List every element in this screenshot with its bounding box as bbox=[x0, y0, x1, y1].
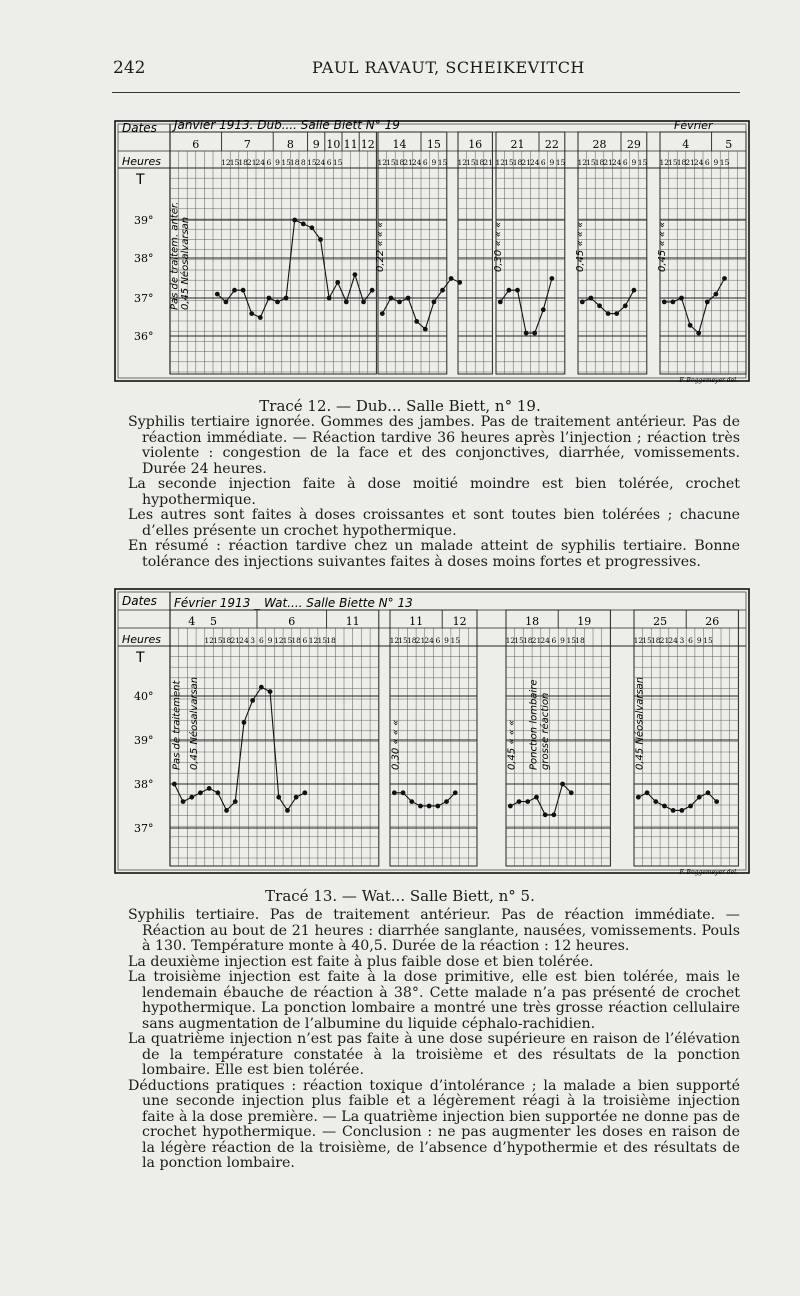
commentary-12 bbox=[128, 415, 740, 570]
hour-label: 6 bbox=[435, 636, 441, 645]
temperature-point bbox=[189, 795, 194, 800]
temperature-point bbox=[335, 280, 340, 285]
hour-label: 18 bbox=[575, 636, 585, 645]
temperature-point bbox=[671, 808, 676, 813]
hour-label: 12 bbox=[505, 636, 516, 645]
day-label: 26 bbox=[705, 615, 720, 628]
temperature-point bbox=[318, 237, 323, 242]
injection-note: 0,45 « « « bbox=[657, 221, 669, 272]
hour-label: 24 bbox=[693, 158, 704, 167]
temperature-point bbox=[250, 698, 255, 703]
hour-label: 21 bbox=[531, 636, 542, 645]
hour-label: 18 bbox=[394, 158, 405, 167]
hour-label: 15 bbox=[450, 636, 461, 645]
day-label: 11 bbox=[409, 615, 424, 628]
paragraph: La quatrième injection n’est pas faite à une dose supérieure en raison de l’élévation de la température constatée à la troisième et des résultats de la ponction lombaire. Elle est bien tolérée. bbox=[128, 1031, 740, 1078]
temperature-point bbox=[224, 808, 229, 813]
temp-axis-label: 40° bbox=[134, 690, 154, 703]
temperature-point bbox=[679, 808, 684, 813]
temperature-point bbox=[614, 311, 619, 316]
hour-label: 21 bbox=[246, 158, 257, 167]
temperature-point bbox=[406, 296, 411, 301]
hour-label: 15 bbox=[437, 158, 448, 167]
hour-label: 15 bbox=[466, 158, 476, 167]
temperature-point bbox=[706, 790, 711, 795]
hour-label: 24 bbox=[540, 636, 550, 645]
month-label: Février bbox=[674, 120, 713, 132]
hour-label: 21 bbox=[521, 158, 531, 167]
temperature-point bbox=[401, 790, 406, 795]
temperature-point bbox=[302, 790, 307, 795]
temperature-point bbox=[294, 795, 299, 800]
hour-label: 12 bbox=[457, 158, 468, 167]
temperature-point bbox=[508, 804, 513, 809]
temperature-point bbox=[632, 288, 637, 293]
hour-label: 15 bbox=[504, 158, 514, 167]
hour-label: 15 bbox=[637, 158, 648, 167]
temp-axis-label: 38° bbox=[134, 778, 154, 791]
hour-label: 21 bbox=[685, 158, 695, 167]
day-label: 22 bbox=[544, 138, 559, 151]
temperature-point bbox=[435, 804, 440, 809]
temperature-point bbox=[697, 795, 702, 800]
hour-label: 21 bbox=[659, 636, 670, 645]
hour-label: 12 bbox=[377, 158, 388, 167]
injection-note: 0,45 « « « bbox=[506, 719, 518, 770]
hour-label: 6 bbox=[551, 636, 557, 645]
injection-note: 0,45 Néosalvarsan bbox=[180, 216, 192, 310]
day-label: 11 bbox=[343, 138, 358, 151]
dates-label: Dates bbox=[122, 594, 157, 608]
t-label: T bbox=[136, 172, 145, 188]
injection-note: Pas de traitem. antér. bbox=[169, 201, 181, 310]
hour-label: 3 bbox=[250, 636, 256, 645]
temperature-point bbox=[392, 790, 397, 795]
temperature-point bbox=[688, 804, 693, 809]
temperature-point bbox=[284, 296, 289, 301]
hour-label: 24 bbox=[611, 158, 622, 167]
day-label: 5 bbox=[725, 138, 733, 151]
temperature-point bbox=[696, 331, 701, 336]
temperature-point bbox=[232, 288, 237, 293]
temperature-point bbox=[671, 300, 676, 305]
hour-label: 15 bbox=[229, 158, 240, 167]
temperature-point bbox=[344, 300, 349, 305]
hour-label: 24 bbox=[239, 636, 249, 645]
hour-label: 6 bbox=[688, 636, 693, 645]
temp-axis-label: 36° bbox=[134, 330, 154, 343]
paragraph: Syphilis tertiaire. Pas de traitement antérieur. Pas de réaction immédiate. — Réaction au bout de 21 heures : diarrhée sanglante, nausées, vomissements. Pouls à 130. Température monte à 40,5. Durée de la réaction : 12 heures. bbox=[128, 907, 740, 954]
temperature-point bbox=[370, 288, 375, 293]
temperature-point bbox=[688, 323, 693, 328]
temperature-point bbox=[444, 799, 449, 804]
engraver-signature: F. Boggemeyer del. bbox=[679, 869, 738, 876]
temp-axis-label: 39° bbox=[134, 214, 154, 227]
hour-label: 15 bbox=[668, 158, 678, 167]
day-label: 7 bbox=[243, 138, 251, 151]
injection-note: 0,45 Néosalvarsan bbox=[188, 676, 200, 770]
hour-label: 6 bbox=[422, 158, 428, 167]
temp-axis-label: 37° bbox=[134, 292, 154, 305]
temperature-point bbox=[714, 799, 719, 804]
paragraph: Syphilis tertiaire ignorée. Gommes des jambes. Pas de traitement antérieur. Pas de réaction immédiate. — Réaction tardive 36 heures après l’injection ; réaction très violente : congestion de la face et des conjonctives, diarrhée, vomissements. Durée 24 heures. bbox=[128, 414, 740, 477]
hour-label: 15 bbox=[642, 636, 652, 645]
temperature-point bbox=[423, 327, 428, 332]
injection-note: 0,30 « « « bbox=[493, 221, 505, 272]
injection-note: Ponction lombaire bbox=[528, 679, 540, 770]
heures-label: Heures bbox=[122, 155, 162, 168]
hour-label: 12 bbox=[577, 158, 588, 167]
temperature-point bbox=[636, 795, 641, 800]
page-number: 242 bbox=[113, 58, 146, 78]
header-rule bbox=[112, 92, 740, 93]
paragraph: Déductions pratiques : réaction toxique d’intolérance ; la malade a bien supporté une seconde injection plus faible et a légèrement réagi à la troisième injection faite à la dose première. — La quatrième injection bien supportée ne donne pas de crochet hypothermique. — Conclusion : ne pas augmenter les doses en raison de la légère réaction de la troisième, de l’absence d’hypothermie et des résultats de la ponction lombaire. bbox=[128, 1077, 740, 1171]
temperature-point bbox=[525, 799, 530, 804]
temperature-point bbox=[534, 795, 539, 800]
temperature-point bbox=[172, 782, 177, 787]
day-label: 12 bbox=[452, 615, 467, 628]
day-label: 8 bbox=[286, 138, 294, 151]
temperature-point bbox=[440, 288, 445, 293]
hour-label: 21 bbox=[403, 158, 413, 167]
hour-label: 6 bbox=[622, 158, 628, 167]
t-label: T bbox=[136, 650, 145, 666]
day-label: 10 bbox=[326, 138, 341, 151]
paragraph: La deuxième injection est faite à plus faible dose et bien tolérée. bbox=[128, 953, 594, 970]
temperature-point bbox=[589, 296, 594, 301]
day-label: 4 bbox=[682, 138, 690, 151]
hour-label: 15 bbox=[719, 158, 730, 167]
temperature-point bbox=[207, 786, 212, 791]
hour-label: 18 bbox=[474, 158, 485, 167]
temperature-point bbox=[679, 296, 684, 301]
temperature-line bbox=[582, 290, 634, 313]
temperature-point bbox=[268, 689, 273, 694]
temperature-point bbox=[233, 799, 238, 804]
hour-label: 3 bbox=[679, 636, 685, 645]
temperature-point bbox=[498, 300, 503, 305]
hour-label: 15 bbox=[317, 636, 328, 645]
temperature-point bbox=[551, 812, 556, 817]
injection-note: grosse réaction bbox=[539, 692, 551, 770]
day-label: 28 bbox=[592, 138, 607, 151]
temperature-line bbox=[500, 279, 552, 334]
hour-label: 9 bbox=[549, 158, 555, 167]
temperature-point bbox=[550, 276, 555, 281]
hour-label: 9 bbox=[444, 636, 449, 645]
temperature-point bbox=[259, 685, 264, 690]
hour-label: 24 bbox=[424, 636, 434, 645]
hour-label: 12 bbox=[273, 636, 284, 645]
hour-label: 15 bbox=[555, 158, 566, 167]
hour-label: 15 bbox=[332, 158, 343, 167]
paragraph: La seconde injection faite à dose moitié moindre est bien tolérée, crochet hypothermique. bbox=[128, 476, 740, 508]
hour-label: 18 bbox=[594, 158, 605, 167]
temperature-point bbox=[409, 799, 414, 804]
temperature-point bbox=[389, 296, 394, 301]
day-label: 29 bbox=[626, 138, 641, 151]
temperature-point bbox=[361, 300, 366, 305]
hour-label: 24 bbox=[529, 158, 540, 167]
temperature-chart-12-svg bbox=[114, 120, 750, 386]
hour-label: 15 bbox=[307, 158, 317, 167]
temperature-point bbox=[380, 311, 385, 316]
hour-label: 12 bbox=[659, 158, 670, 167]
chart-title: Janvier 1913. Dub.... Salle Biett N° 19 bbox=[174, 120, 400, 132]
temperature-point bbox=[569, 790, 574, 795]
hour-label: 8 bbox=[300, 158, 306, 167]
day-label: 19 bbox=[577, 615, 592, 628]
hour-label: 9 bbox=[631, 158, 637, 167]
day-label: 6 bbox=[288, 615, 296, 628]
hour-label: 15 bbox=[281, 158, 291, 167]
hour-label: 6 bbox=[302, 636, 308, 645]
temperature-point bbox=[242, 720, 247, 725]
hour-label: 15 bbox=[213, 636, 223, 645]
running-title: PAUL RAVAUT, SCHEIKEVITCH bbox=[312, 58, 585, 77]
hour-label: 15 bbox=[398, 636, 408, 645]
hour-label: 9 bbox=[267, 636, 273, 645]
temperature-point bbox=[449, 276, 454, 281]
day-label: 6 bbox=[192, 138, 200, 151]
temperature-chart-12 bbox=[114, 120, 750, 386]
temperature-point bbox=[606, 311, 611, 316]
day-label: 12 bbox=[360, 138, 375, 151]
hour-label: 9 bbox=[275, 158, 280, 167]
day-label: 5 bbox=[210, 615, 217, 628]
temperature-point bbox=[543, 812, 548, 817]
hour-label: 9 bbox=[431, 158, 437, 167]
temperature-point bbox=[705, 300, 710, 305]
temperature-point bbox=[427, 804, 432, 809]
day-label: 14 bbox=[392, 138, 407, 151]
temperature-point bbox=[327, 296, 332, 301]
temperature-point bbox=[215, 292, 220, 297]
day-label: 11 bbox=[345, 615, 360, 628]
day-label: 18 bbox=[525, 615, 540, 628]
hour-label: 15 bbox=[586, 158, 596, 167]
hour-label: 18 bbox=[676, 158, 687, 167]
temperature-point bbox=[292, 218, 297, 223]
temperature-point bbox=[560, 782, 565, 787]
day-label: 21 bbox=[510, 138, 525, 151]
temperature-point bbox=[645, 790, 650, 795]
hour-label: 18 bbox=[512, 158, 523, 167]
injection-note: Pas de traitement bbox=[171, 680, 183, 770]
hour-label: 6 bbox=[258, 636, 264, 645]
temperature-point bbox=[524, 331, 529, 336]
hour-label: 21 bbox=[483, 158, 493, 167]
temperature-point bbox=[432, 300, 437, 305]
temp-axis-label: 39° bbox=[134, 734, 154, 747]
temperature-line bbox=[217, 220, 372, 318]
hour-label: 18 bbox=[289, 158, 300, 167]
temperature-point bbox=[453, 790, 458, 795]
temperature-point bbox=[276, 795, 281, 800]
temperature-point bbox=[653, 799, 658, 804]
temperature-point bbox=[249, 311, 254, 316]
hour-label: 12 bbox=[308, 636, 319, 645]
hour-label: 24 bbox=[315, 158, 326, 167]
temperature-point bbox=[310, 225, 315, 230]
hour-label: 21 bbox=[415, 636, 426, 645]
hour-label: 24 bbox=[255, 158, 266, 167]
day-label: 15 bbox=[426, 138, 441, 151]
hour-label: 6 bbox=[704, 158, 710, 167]
temperature-point bbox=[580, 300, 585, 305]
engraver-signature: F. Boggemeyer del. bbox=[679, 377, 738, 384]
figure-caption-13: Tracé 13. — Wat... Salle Biett, n° 5. bbox=[265, 887, 535, 905]
temp-axis-label: 37° bbox=[134, 822, 154, 835]
temperature-point bbox=[515, 288, 520, 293]
temperature-point bbox=[181, 799, 186, 804]
temperature-point bbox=[507, 288, 512, 293]
temperature-point bbox=[275, 300, 280, 305]
paragraph: En résumé : réaction tardive chez un malade atteint de syphilis tertiaire. Bonne tolérance des injections suivantes faites à doses moins fortes et progressives. bbox=[128, 538, 740, 570]
temp-axis-label: 38° bbox=[134, 252, 154, 265]
temperature-point bbox=[267, 296, 272, 301]
temperature-point bbox=[215, 790, 220, 795]
temperature-point bbox=[258, 315, 263, 320]
hour-label: 18 bbox=[650, 636, 661, 645]
hour-label: 18 bbox=[406, 636, 417, 645]
hour-label: 15 bbox=[386, 158, 396, 167]
day-label: 9 bbox=[312, 138, 320, 151]
injection-note: 0,22 « « « bbox=[375, 221, 387, 272]
hour-label: 15 bbox=[514, 636, 524, 645]
hour-label: 12 bbox=[389, 636, 400, 645]
day-label: 16 bbox=[468, 138, 483, 151]
hour-label: 9 bbox=[560, 636, 565, 645]
temperature-point bbox=[397, 300, 402, 305]
hour-label: 21 bbox=[230, 636, 241, 645]
injection-note: 0,45 Néosalvarsan bbox=[634, 676, 646, 770]
dates-label: Dates bbox=[122, 121, 157, 135]
temperature-point bbox=[285, 808, 290, 813]
injection-note: 0,45 « « « bbox=[575, 221, 587, 272]
hour-label: 18 bbox=[221, 636, 232, 645]
hour-label: 6 bbox=[326, 158, 332, 167]
temperature-point bbox=[457, 280, 462, 285]
day-label: 25 bbox=[653, 615, 668, 628]
hour-label: 6 bbox=[266, 158, 272, 167]
hour-label: 9 bbox=[713, 158, 719, 167]
day-label: 4 bbox=[188, 615, 196, 628]
hour-label: 15 bbox=[282, 636, 293, 645]
temperature-point bbox=[224, 300, 229, 305]
page-header bbox=[0, 58, 800, 82]
commentary-13 bbox=[128, 908, 740, 1172]
hour-label: 12 bbox=[221, 158, 231, 167]
hour-label: 24 bbox=[668, 636, 678, 645]
hour-label: 12 bbox=[495, 158, 506, 167]
hour-label: 18 bbox=[326, 636, 336, 645]
hour-label: 18 bbox=[522, 636, 533, 645]
hour-label: 12 bbox=[633, 636, 644, 645]
temperature-point bbox=[662, 804, 667, 809]
temperature-point bbox=[353, 272, 358, 277]
temperature-chart-13 bbox=[114, 588, 750, 878]
hour-label: 6 bbox=[540, 158, 546, 167]
heures-label: Heures bbox=[122, 633, 162, 646]
temperature-point bbox=[198, 790, 203, 795]
hour-label: 18 bbox=[291, 636, 301, 645]
temperature-point bbox=[662, 300, 667, 305]
hour-label: 9 bbox=[696, 636, 702, 645]
paragraph: Les autres sont faites à doses croissantes et sont toutes bien tolérées ; chacune d’elles présente un crochet hypothermique. bbox=[128, 507, 740, 539]
temperature-point bbox=[597, 303, 602, 308]
temperature-point bbox=[722, 276, 727, 281]
hour-label: 15 bbox=[703, 636, 713, 645]
temperature-point bbox=[301, 222, 306, 227]
hour-label: 12 bbox=[204, 636, 214, 645]
hour-label: 24 bbox=[411, 158, 422, 167]
temperature-point bbox=[714, 292, 719, 297]
temperature-point bbox=[241, 288, 246, 293]
chart-title: Février 1913 _ Wat.... Salle Biette N° 13 bbox=[174, 596, 413, 610]
temperature-point bbox=[623, 303, 628, 308]
temperature-point bbox=[532, 331, 537, 336]
figure-caption-12: Tracé 12. — Dub... Salle Biett, n° 19. bbox=[259, 397, 541, 415]
hour-label: 18 bbox=[238, 158, 248, 167]
temperature-point bbox=[541, 307, 546, 312]
paragraph: La troisième injection est faite à la dose primitive, elle est bien tolérée, mais le lendemain ébauche de réaction à 38°. Cette malade n’a pas présenté de crochet hypothermique. La ponction lombaire a montré une très grosse réaction cellulaire sans augmentation de l’albumine du liquide céphalo-rachidien. bbox=[128, 969, 740, 1032]
temperature-point bbox=[414, 319, 419, 324]
temperature-point bbox=[517, 799, 522, 804]
hour-label: 21 bbox=[603, 158, 613, 167]
hour-label: 15 bbox=[566, 636, 577, 645]
injection-note: 0,30 « « « bbox=[390, 719, 402, 770]
temperature-chart-13-svg bbox=[114, 588, 750, 878]
temperature-point bbox=[418, 804, 423, 809]
